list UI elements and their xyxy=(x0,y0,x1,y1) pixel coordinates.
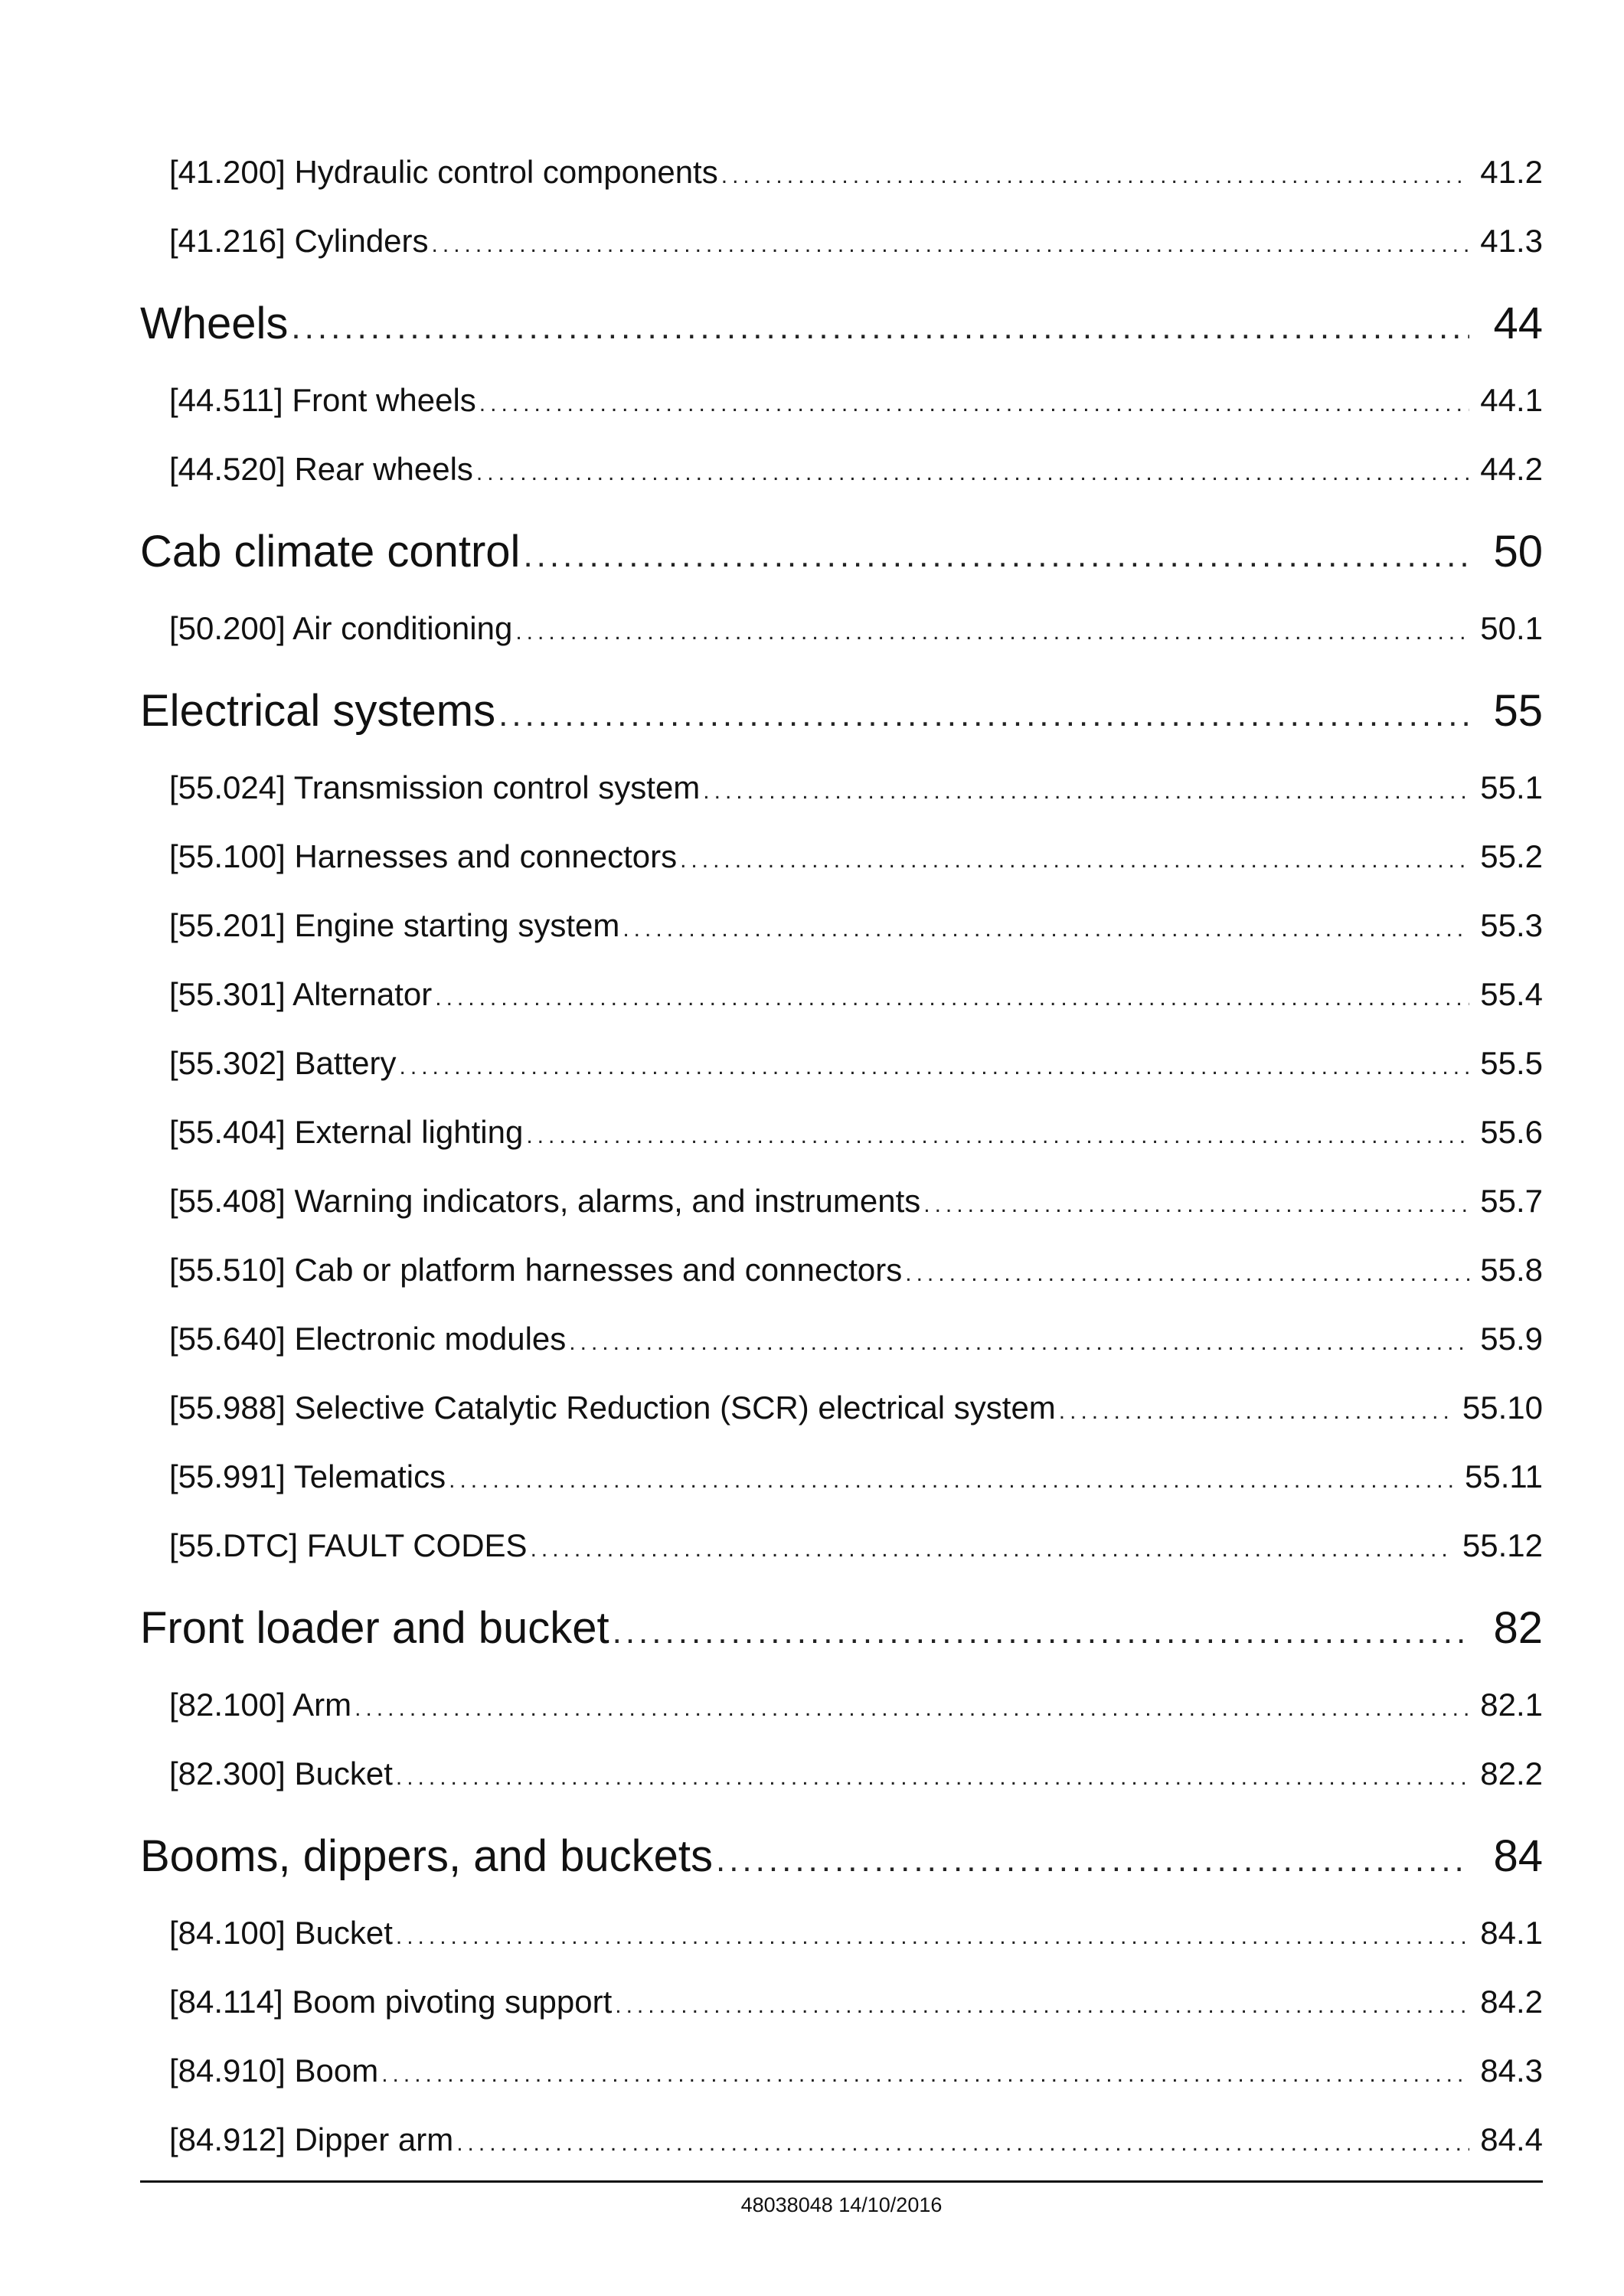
toc-entry-label: [41.216] Cylinders xyxy=(169,223,429,259)
toc-entry-84-910[interactable] xyxy=(140,2036,1543,2105)
toc-chapter-front-loader-and-bucket[interactable] xyxy=(140,1586,1543,1671)
footer-document-id: 48038048 14/10/2016 xyxy=(740,2193,943,2216)
dot-leader xyxy=(432,211,1469,279)
toc-entry-page: 55.7 xyxy=(1480,1183,1543,1219)
toc-chapter-wheels[interactable] xyxy=(140,282,1543,366)
dot-leader xyxy=(396,1902,1469,1971)
toc-entry-55-201[interactable] xyxy=(140,891,1543,960)
toc-entry-55-988[interactable] xyxy=(140,1373,1543,1442)
toc-entry-page: 55.8 xyxy=(1480,1252,1543,1288)
toc-entry-label: [55.024] Transmission control system xyxy=(169,769,701,805)
dot-leader xyxy=(449,1446,1452,1515)
toc-entry-page: 55.2 xyxy=(1480,838,1543,874)
toc-entry-page: 55.5 xyxy=(1480,1045,1543,1081)
toc-entry-55-302[interactable] xyxy=(140,1029,1543,1098)
toc-chapter-label: Cab climate control xyxy=(140,527,521,576)
toc-entry-55-024[interactable] xyxy=(140,753,1543,822)
dot-leader xyxy=(531,1515,1452,1584)
toc-entry-55-408[interactable] xyxy=(140,1167,1543,1236)
toc-entry-55-510[interactable] xyxy=(140,1236,1543,1305)
toc-chapter-booms-dippers-and-buckets[interactable] xyxy=(140,1814,1543,1899)
toc-entry-page: 55.3 xyxy=(1480,907,1543,943)
toc-entry-label: [50.200] Air conditioning xyxy=(169,610,513,646)
toc-entry-55-640[interactable] xyxy=(140,1305,1543,1373)
toc-entry-label: [55.201] Engine starting system xyxy=(169,907,620,943)
toc-chapter-page: 55 xyxy=(1493,686,1543,736)
toc-chapter-page: 44 xyxy=(1493,299,1543,348)
toc-chapter-page: 82 xyxy=(1493,1603,1543,1653)
toc-entry-50-200[interactable] xyxy=(140,594,1543,663)
toc-entry-84-100[interactable] xyxy=(140,1899,1543,1968)
toc-entry-page: 55.10 xyxy=(1462,1390,1543,1426)
toc-entry-55-100[interactable] xyxy=(140,822,1543,891)
dot-leader xyxy=(615,1971,1469,2040)
toc-entry-page: 55.6 xyxy=(1480,1114,1543,1150)
toc-entry-label: [55.510] Cab or platform harnesses and connectors xyxy=(169,1252,903,1288)
toc-entry-label: [84.912] Dipper arm xyxy=(169,2121,454,2157)
toc-entry-label: [55.991] Telematics xyxy=(169,1458,446,1494)
toc-entry-page: 50.1 xyxy=(1480,610,1543,646)
footer-divider xyxy=(140,2180,1543,2183)
dot-leader xyxy=(716,1818,1469,1902)
toc-entry-page: 41.2 xyxy=(1480,154,1543,190)
dot-leader xyxy=(703,757,1469,826)
toc-entry-page: 84.2 xyxy=(1480,1984,1543,2020)
toc-entry-41-216[interactable] xyxy=(140,207,1543,276)
toc-entry-page: 55.1 xyxy=(1480,769,1543,805)
toc-entry-page: 84.4 xyxy=(1480,2121,1543,2157)
dot-leader xyxy=(291,286,1469,370)
dot-leader xyxy=(523,514,1469,598)
toc-entry-label: [44.511] Front wheels xyxy=(169,382,476,418)
toc-entry-page: 41.3 xyxy=(1480,223,1543,259)
toc-entry-84-114[interactable] xyxy=(140,1968,1543,2036)
toc-entry-55-dtc[interactable] xyxy=(140,1511,1543,1580)
dot-leader xyxy=(721,142,1469,211)
toc-entry-label: [55.100] Harnesses and connectors xyxy=(169,838,678,874)
dot-leader xyxy=(381,2040,1469,2109)
toc-entry-55-404[interactable] xyxy=(140,1098,1543,1167)
toc-entry-55-991[interactable] xyxy=(140,1442,1543,1511)
toc-entry-label: [55.404] External lighting xyxy=(169,1114,524,1150)
toc-chapter-label: Front loader and bucket xyxy=(140,1603,609,1653)
toc-entry-page: 44.2 xyxy=(1480,451,1543,487)
dot-leader xyxy=(435,964,1469,1033)
toc-entry-label: [55.640] Electronic modules xyxy=(169,1321,567,1357)
dot-leader xyxy=(680,826,1469,895)
dot-leader xyxy=(905,1239,1469,1308)
toc-entry-label: [55.988] Selective Catalytic Reduction (SCR) electrical system xyxy=(169,1390,1056,1426)
dot-leader xyxy=(479,370,1469,439)
dot-leader xyxy=(400,1033,1469,1102)
table-of-contents xyxy=(140,138,1543,2174)
toc-entry-page: 55.9 xyxy=(1480,1321,1543,1357)
toc-entry-label: [82.100] Arm xyxy=(169,1687,352,1723)
dot-leader xyxy=(515,598,1469,667)
dot-leader xyxy=(476,439,1469,508)
dot-leader xyxy=(526,1102,1469,1171)
toc-entry-label: [44.520] Rear wheels xyxy=(169,451,473,487)
dot-leader xyxy=(396,1743,1469,1812)
toc-entry-page: 55.4 xyxy=(1480,976,1543,1012)
toc-chapter-electrical-systems[interactable] xyxy=(140,669,1543,753)
toc-entry-label: [55.408] Warning indicators, alarms, and instruments xyxy=(169,1183,921,1219)
toc-entry-label: [84.114] Boom pivoting support xyxy=(169,1984,613,2020)
toc-entry-44-520[interactable] xyxy=(140,435,1543,504)
toc-entry-label: [55.302] Battery xyxy=(169,1045,397,1081)
dot-leader xyxy=(355,1674,1469,1743)
toc-entry-label: [55.DTC] FAULT CODES xyxy=(169,1527,528,1563)
toc-entry-page: 44.1 xyxy=(1480,382,1543,418)
toc-chapter-page: 50 xyxy=(1493,527,1543,576)
toc-entry-84-912[interactable] xyxy=(140,2105,1543,2174)
toc-entry-page: 84.1 xyxy=(1480,1915,1543,1951)
toc-entry-page: 82.1 xyxy=(1480,1687,1543,1723)
toc-entry-41-200[interactable] xyxy=(140,138,1543,207)
toc-entry-label: [41.200] Hydraulic control components xyxy=(169,154,718,190)
toc-entry-page: 55.11 xyxy=(1465,1458,1543,1494)
toc-entry-label: [84.910] Boom xyxy=(169,2053,379,2089)
dot-leader xyxy=(613,1590,1469,1674)
dot-leader xyxy=(622,895,1469,964)
toc-entry-label: [82.300] Bucket xyxy=(169,1755,393,1791)
toc-entry-page: 55.12 xyxy=(1462,1527,1543,1563)
toc-entry-label: [55.301] Alternator xyxy=(169,976,433,1012)
toc-entry-page: 84.3 xyxy=(1480,2053,1543,2089)
toc-entry-page: 82.2 xyxy=(1480,1755,1543,1791)
toc-entry-82-100[interactable] xyxy=(140,1671,1543,1739)
dot-leader xyxy=(456,2109,1469,2178)
dot-leader xyxy=(1059,1377,1452,1446)
toc-chapter-label: Booms, dippers, and buckets xyxy=(140,1831,713,1881)
toc-entry-label: [84.100] Bucket xyxy=(169,1915,393,1951)
toc-chapter-label: Wheels xyxy=(140,299,289,348)
dot-leader xyxy=(569,1308,1469,1377)
toc-entry-55-301[interactable] xyxy=(140,960,1543,1029)
toc-entry-82-300[interactable] xyxy=(140,1739,1543,1808)
toc-entry-44-511[interactable] xyxy=(140,366,1543,435)
dot-leader xyxy=(498,673,1469,757)
toc-chapter-page: 84 xyxy=(1493,1831,1543,1881)
toc-chapter-label: Electrical systems xyxy=(140,686,496,736)
toc-chapter-cab-climate-control[interactable] xyxy=(140,510,1543,594)
dot-leader xyxy=(923,1171,1469,1239)
